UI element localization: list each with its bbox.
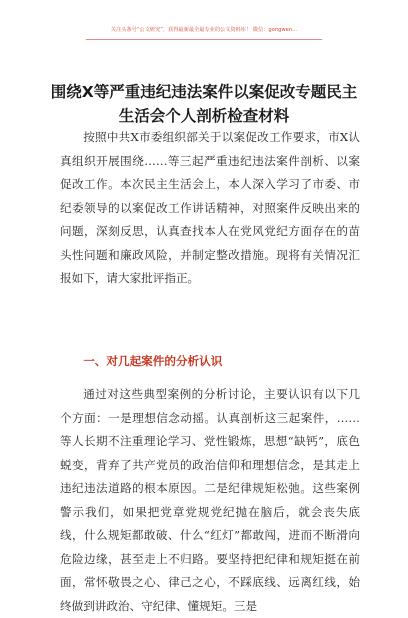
header-banner: 关注头条号“公文研究”，获得最新最全最专业的公文资料库！ 微信：gongwen... [110, 27, 298, 33]
header-divider [86, 39, 322, 40]
intro-paragraph: 按照中共X市委组织部关于以案促改工作要求，市X认真组织开展围绕……等三起严重违纪违法案件剖析、以案促改工作。本次民主生活会上，本人深入学习了市委、市纪委领导的以案促改工作讲话精神，对照案件反映出来的问题，深刻反思，认真查找本人在党风党纪方面存在的苗头性问题和廉政风险，并制定整改措施。现将有关情况汇报如下，请大家批评指正。 [60, 130, 360, 285]
section-heading-1: 一、对几起案件的分析认识 [83, 354, 223, 368]
document-title: 围绕X等严重违纪违法案件以案促改专题民主生活会个人剖析检查材料 [50, 83, 358, 125]
section-1-paragraph: 通过对这些典型案例的分析讨论，主要认识有以下几个方面：一是理想信念动摇。认真剖析这三起案件，……等人长期不注重理论学习、党性锻炼，思想“缺钙”，底色蜕变，背弃了共产党员的政治信仰和理想信念，是其走上违纪违法道路的根本原因。二是纪律规矩松弛。这些案例警示我们，如果把党章党规党纪抛在脑后，就会丧失底线，什么规矩都敢破、什么“红灯”都敢闯，进而不断滑向危险边缘，甚至走上不归路。要坚持把纪律和规矩挺在前面，常怀敬畏之心、律己之心，不踩底线、远离红线，始终做到讲政治、守纪律、懂规矩。三是 [60, 387, 360, 613]
